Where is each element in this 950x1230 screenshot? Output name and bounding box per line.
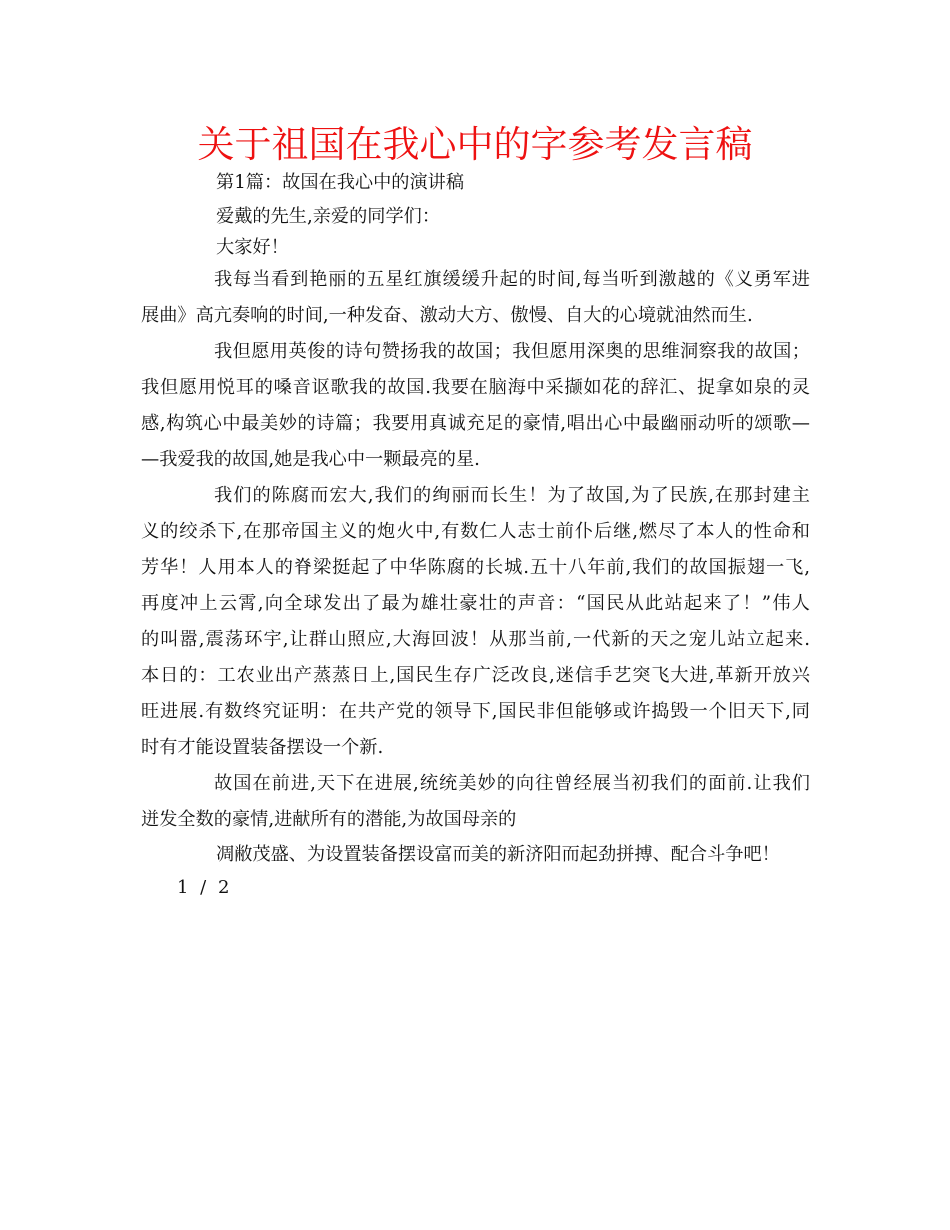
salutation: 爱戴的先生,亲爱的同学们： bbox=[216, 206, 441, 227]
paragraph-line: 的叫嚣,震荡环宇,让群山照应,大海回波！从那当前,一代新的天之宠儿站立起来. bbox=[141, 629, 810, 650]
paragraph-line: 再度冲上云霄,向全球发出了最为雄壮豪壮的声音：“国民从此站起来了！”伟人 bbox=[141, 593, 810, 614]
greeting: 大家好！ bbox=[216, 237, 289, 258]
paragraph-line: 迸发全数的豪情,进献所有的潜能,为故国母亲的 bbox=[141, 809, 517, 830]
paragraph-line: 感,构筑心中最美妙的诗篇；我要用真诚充足的豪情,唱出心中最幽丽动听的颂歌— bbox=[141, 413, 810, 434]
paragraph-line: 我们的陈腐而宏大,我们的绚丽而长生！为了故国,为了民族,在那封建主 bbox=[214, 485, 810, 506]
paragraph-line: 凋敝茂盛、为设置装备摆设富而美的新济阳而起劲拼搏、配合斗争吧！ bbox=[216, 844, 780, 865]
paragraph-line: 我每当看到艳丽的五星红旗缓缓升起的时间,每当听到激越的《义勇军进 bbox=[214, 269, 810, 290]
paragraph-line: 旺进展.有数终究证明：在共产党的领导下,国民非但能够或许捣毁一个旧天下,同 bbox=[141, 701, 810, 722]
paragraph-line: 本日的：工农业出产蒸蒸日上,国民生存广泛改良,迷信手艺突飞大进,革新开放兴 bbox=[141, 665, 810, 686]
paragraph-line: —我爱我的故国,她是我心中一颗最亮的星. bbox=[141, 449, 480, 470]
paragraph-line: 我但愿用悦耳的嗓音讴歌我的故国.我要在脑海中采撷如花的辞汇、捉拿如泉的灵 bbox=[141, 377, 810, 398]
paragraph-line: 展曲》高亢奏响的时间,一种发奋、激动大方、傲慢、自大的心境就油然而生. bbox=[141, 305, 753, 326]
section-heading: 第1篇：故国在我心中的演讲稿 bbox=[216, 172, 465, 193]
paragraph-line: 芳华！人用本人的脊梁挺起了中华陈腐的长城.五十八年前,我们的故国振翅一飞, bbox=[141, 557, 810, 578]
page-number: 1 / 2 bbox=[177, 877, 233, 898]
paragraph-line: 义的绞杀下,在那帝国主义的炮火中,有数仁人志士前仆后继,燃尽了本人的性命和 bbox=[141, 521, 810, 542]
paragraph-line: 时有才能设置装备摆设一个新. bbox=[141, 737, 384, 758]
paragraph-line: 我但愿用英俊的诗句赞扬我的故国；我但愿用深奥的思维洞察我的故国； bbox=[214, 341, 810, 362]
document-title: 关于祖国在我心中的字参考发言稿 bbox=[197, 123, 753, 166]
paragraph-line: 故国在前进,天下在进展,统统美妙的向往曾经展当初我们的面前.让我们 bbox=[214, 773, 810, 794]
